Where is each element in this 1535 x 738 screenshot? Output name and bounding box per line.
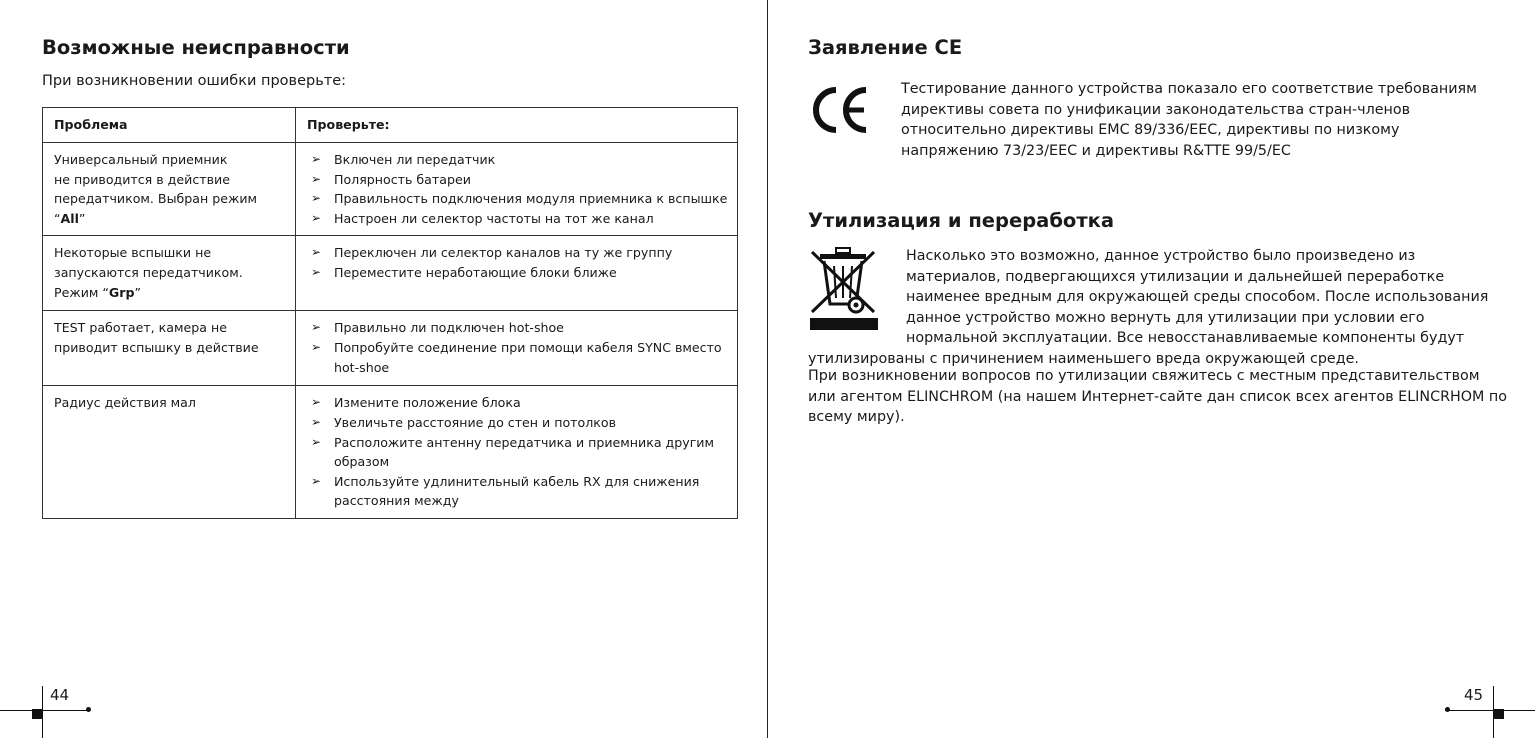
crop-mark-horizontal bbox=[1445, 710, 1535, 711]
troubleshooting-title: Возможные неисправности bbox=[42, 36, 350, 59]
check-cell bbox=[296, 386, 738, 519]
check-item: ➢ Настроен ли селектор частоты на тот же канал bbox=[307, 209, 729, 229]
check-cell bbox=[296, 236, 738, 311]
check-item: ➢ Расположите антенну передатчика и приемника другим образом bbox=[307, 433, 729, 472]
ce-statement-title: Заявление CE bbox=[808, 36, 963, 59]
check-list bbox=[307, 243, 729, 282]
table-row bbox=[43, 386, 738, 519]
troubleshooting-intro: При возникновении ошибки проверьте: bbox=[42, 73, 347, 89]
crop-mark-horizontal bbox=[0, 710, 90, 711]
check-list bbox=[307, 318, 729, 377]
problem-line: не приводится в действие bbox=[54, 171, 230, 187]
right-page bbox=[768, 0, 1535, 738]
problem-mode-line bbox=[54, 283, 287, 303]
problem-cell bbox=[43, 311, 296, 386]
check-item: ➢ Измените положение блока bbox=[307, 393, 729, 413]
check-item: ➢ Используйте удлинительный кабель RX для снижения расстояния между bbox=[307, 472, 729, 511]
mode-name: All bbox=[60, 210, 79, 226]
quote-open: “ bbox=[54, 210, 61, 226]
problem-line: TEST работает, камера не bbox=[54, 320, 227, 336]
crop-mark-square bbox=[32, 709, 42, 719]
check-item: ➢ Полярность батареи bbox=[307, 170, 729, 190]
icon-float-spacer bbox=[808, 246, 906, 346]
ce-mark-icon bbox=[808, 84, 872, 136]
problem-mode-line bbox=[54, 209, 287, 229]
crop-mark-vertical bbox=[42, 686, 43, 738]
check-list bbox=[307, 393, 729, 511]
problem-cell bbox=[43, 386, 296, 519]
check-item: ➢ Переключен ли селектор каналов на ту же группу bbox=[307, 243, 729, 263]
quote-close: ” bbox=[78, 210, 86, 226]
left-page bbox=[0, 0, 767, 738]
troubleshooting-table bbox=[42, 107, 738, 519]
problem-line: Универсальный приемник bbox=[54, 152, 228, 167]
quote-close: ” bbox=[134, 284, 142, 300]
problem-line: запускаются передатчиком. bbox=[54, 264, 243, 280]
table-row bbox=[43, 236, 738, 311]
crop-mark-dot bbox=[1445, 707, 1450, 712]
ce-statement-text: Тестирование данного устройства показало его соответствие требованиям директивы совета по унификации законодательства стран-членов относительно директивы EMC 89/336/EEC, директивы по низкому напряжению 73/23/EEC и директивы R&TTE 99/5/EC bbox=[901, 81, 1477, 159]
problem-cell bbox=[43, 143, 296, 236]
problem-line: Радиус действия мал bbox=[54, 395, 196, 411]
problem-line: передатчиком. Выбран режим bbox=[54, 191, 258, 207]
check-item: ➢ Включен ли передатчик bbox=[307, 150, 729, 170]
check-item: ➢ Правильность подключения модуля приемника к вспышке bbox=[307, 189, 729, 209]
table-row bbox=[43, 311, 738, 386]
problem-line: Некоторые вспышки не bbox=[54, 245, 212, 261]
check-item: ➢ Правильно ли подключен hot-shoe bbox=[307, 318, 729, 338]
recycling-contact-text: При возникновении вопросов по утилизации свяжитесь с местным представительством или агентом ELINCHROM (на нашем Интернет-сайте дан список всех агентов ELINCRHOM по всему миру). bbox=[808, 368, 1507, 426]
page-number-right: 45 bbox=[1464, 686, 1484, 704]
check-item: ➢ Попробуйте соединение при помощи кабеля SYNC вместо hot-shoe bbox=[307, 338, 729, 377]
check-cell bbox=[296, 311, 738, 386]
recycling-text: Насколько это возможно, данное устройство было произведено из материалов, подвергающихся утилизации и дальнейшей переработке наименее вредным для окружающей среды способом. После использования данное устройство можно вернуть для утилизации при условии его нормальной эксплуатации. Все невосстанавливаемые компоненты будут утилизированы с причинением наименьшего вреда окружающей среде. bbox=[808, 248, 1489, 367]
check-item: ➢ Переместите неработающие блоки ближе bbox=[307, 263, 729, 283]
check-cell bbox=[296, 143, 738, 236]
column-header-check: Проверьте: bbox=[296, 108, 738, 143]
check-item: ➢ Увеличьте расстояние до стен и потолков bbox=[307, 413, 729, 433]
column-header-problem: Проблема bbox=[43, 108, 296, 143]
crop-mark-dot bbox=[86, 707, 91, 712]
table-header-row bbox=[43, 108, 738, 143]
check-list bbox=[307, 150, 729, 228]
mode-prefix: Режим “ bbox=[54, 284, 109, 300]
problem-cell bbox=[43, 236, 296, 311]
recycling-title: Утилизация и переработка bbox=[808, 209, 1115, 232]
crop-mark-square bbox=[1494, 709, 1504, 719]
page-number-left: 44 bbox=[50, 686, 70, 704]
problem-line: приводит вспышку в действие bbox=[54, 339, 259, 355]
table-row bbox=[43, 143, 738, 236]
mode-name: Grp bbox=[108, 284, 135, 300]
